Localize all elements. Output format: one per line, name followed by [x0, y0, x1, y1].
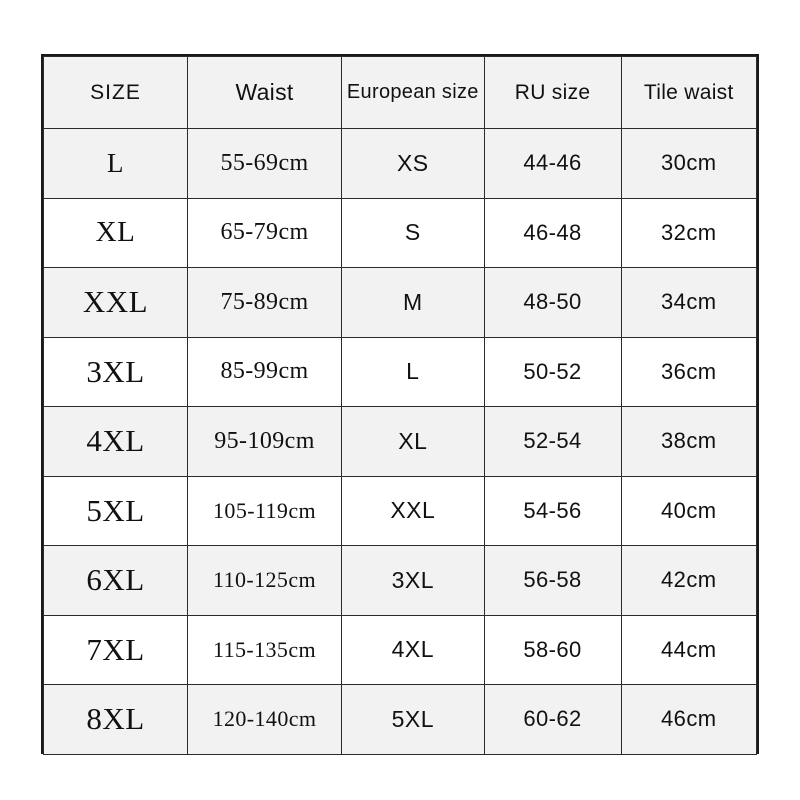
- cell-size: 7XL: [44, 615, 188, 685]
- column-header-tile-waist: Tile waist: [621, 57, 757, 129]
- table-row: [44, 685, 757, 755]
- cell-european-size: XL: [342, 407, 485, 477]
- cell-size: L: [44, 129, 188, 199]
- table-row: [44, 615, 757, 685]
- cell-european-size: L: [342, 337, 485, 407]
- cell-size: 6XL: [44, 546, 188, 616]
- size-chart-table: [43, 56, 757, 755]
- cell-european-size: S: [342, 198, 485, 268]
- cell-ru-size: 50-52: [484, 337, 621, 407]
- table-row: [44, 476, 757, 546]
- table-row: [44, 268, 757, 338]
- size-chart-container: [41, 54, 759, 754]
- cell-tile-waist: 36cm: [621, 337, 757, 407]
- table-body: [44, 129, 757, 755]
- cell-european-size: 5XL: [342, 685, 485, 755]
- cell-size: 5XL: [44, 476, 188, 546]
- cell-waist: 55-69cm: [188, 129, 342, 199]
- cell-size: XL: [44, 198, 188, 268]
- column-header-european-size: European size: [342, 57, 485, 129]
- cell-ru-size: 60-62: [484, 685, 621, 755]
- cell-tile-waist: 32cm: [621, 198, 757, 268]
- cell-tile-waist: 42cm: [621, 546, 757, 616]
- cell-size: 8XL: [44, 685, 188, 755]
- cell-european-size: XXL: [342, 476, 485, 546]
- cell-waist: 105-119cm: [188, 476, 342, 546]
- table-row: [44, 198, 757, 268]
- cell-european-size: 3XL: [342, 546, 485, 616]
- cell-tile-waist: 40cm: [621, 476, 757, 546]
- cell-ru-size: 48-50: [484, 268, 621, 338]
- column-header-size: SIZE: [44, 57, 188, 129]
- table-row: [44, 407, 757, 477]
- cell-waist: 65-79cm: [188, 198, 342, 268]
- cell-ru-size: 58-60: [484, 615, 621, 685]
- cell-ru-size: 54-56: [484, 476, 621, 546]
- cell-size: XXL: [44, 268, 188, 338]
- cell-size: 3XL: [44, 337, 188, 407]
- cell-tile-waist: 34cm: [621, 268, 757, 338]
- header-row: [44, 57, 757, 129]
- cell-waist: 110-125cm: [188, 546, 342, 616]
- cell-ru-size: 46-48: [484, 198, 621, 268]
- table-row: [44, 546, 757, 616]
- cell-european-size: XS: [342, 129, 485, 199]
- table-header: [44, 57, 757, 129]
- cell-waist: 75-89cm: [188, 268, 342, 338]
- table-row: [44, 337, 757, 407]
- cell-tile-waist: 38cm: [621, 407, 757, 477]
- table-row: [44, 129, 757, 199]
- cell-size: 4XL: [44, 407, 188, 477]
- cell-european-size: M: [342, 268, 485, 338]
- cell-tile-waist: 46cm: [621, 685, 757, 755]
- cell-waist: 120-140cm: [188, 685, 342, 755]
- cell-waist: 115-135cm: [188, 615, 342, 685]
- cell-waist: 95-109cm: [188, 407, 342, 477]
- cell-tile-waist: 30cm: [621, 129, 757, 199]
- cell-waist: 85-99cm: [188, 337, 342, 407]
- cell-european-size: 4XL: [342, 615, 485, 685]
- cell-tile-waist: 44cm: [621, 615, 757, 685]
- cell-ru-size: 56-58: [484, 546, 621, 616]
- cell-ru-size: 52-54: [484, 407, 621, 477]
- column-header-waist: Waist: [188, 57, 342, 129]
- column-header-ru-size: RU size: [484, 57, 621, 129]
- cell-ru-size: 44-46: [484, 129, 621, 199]
